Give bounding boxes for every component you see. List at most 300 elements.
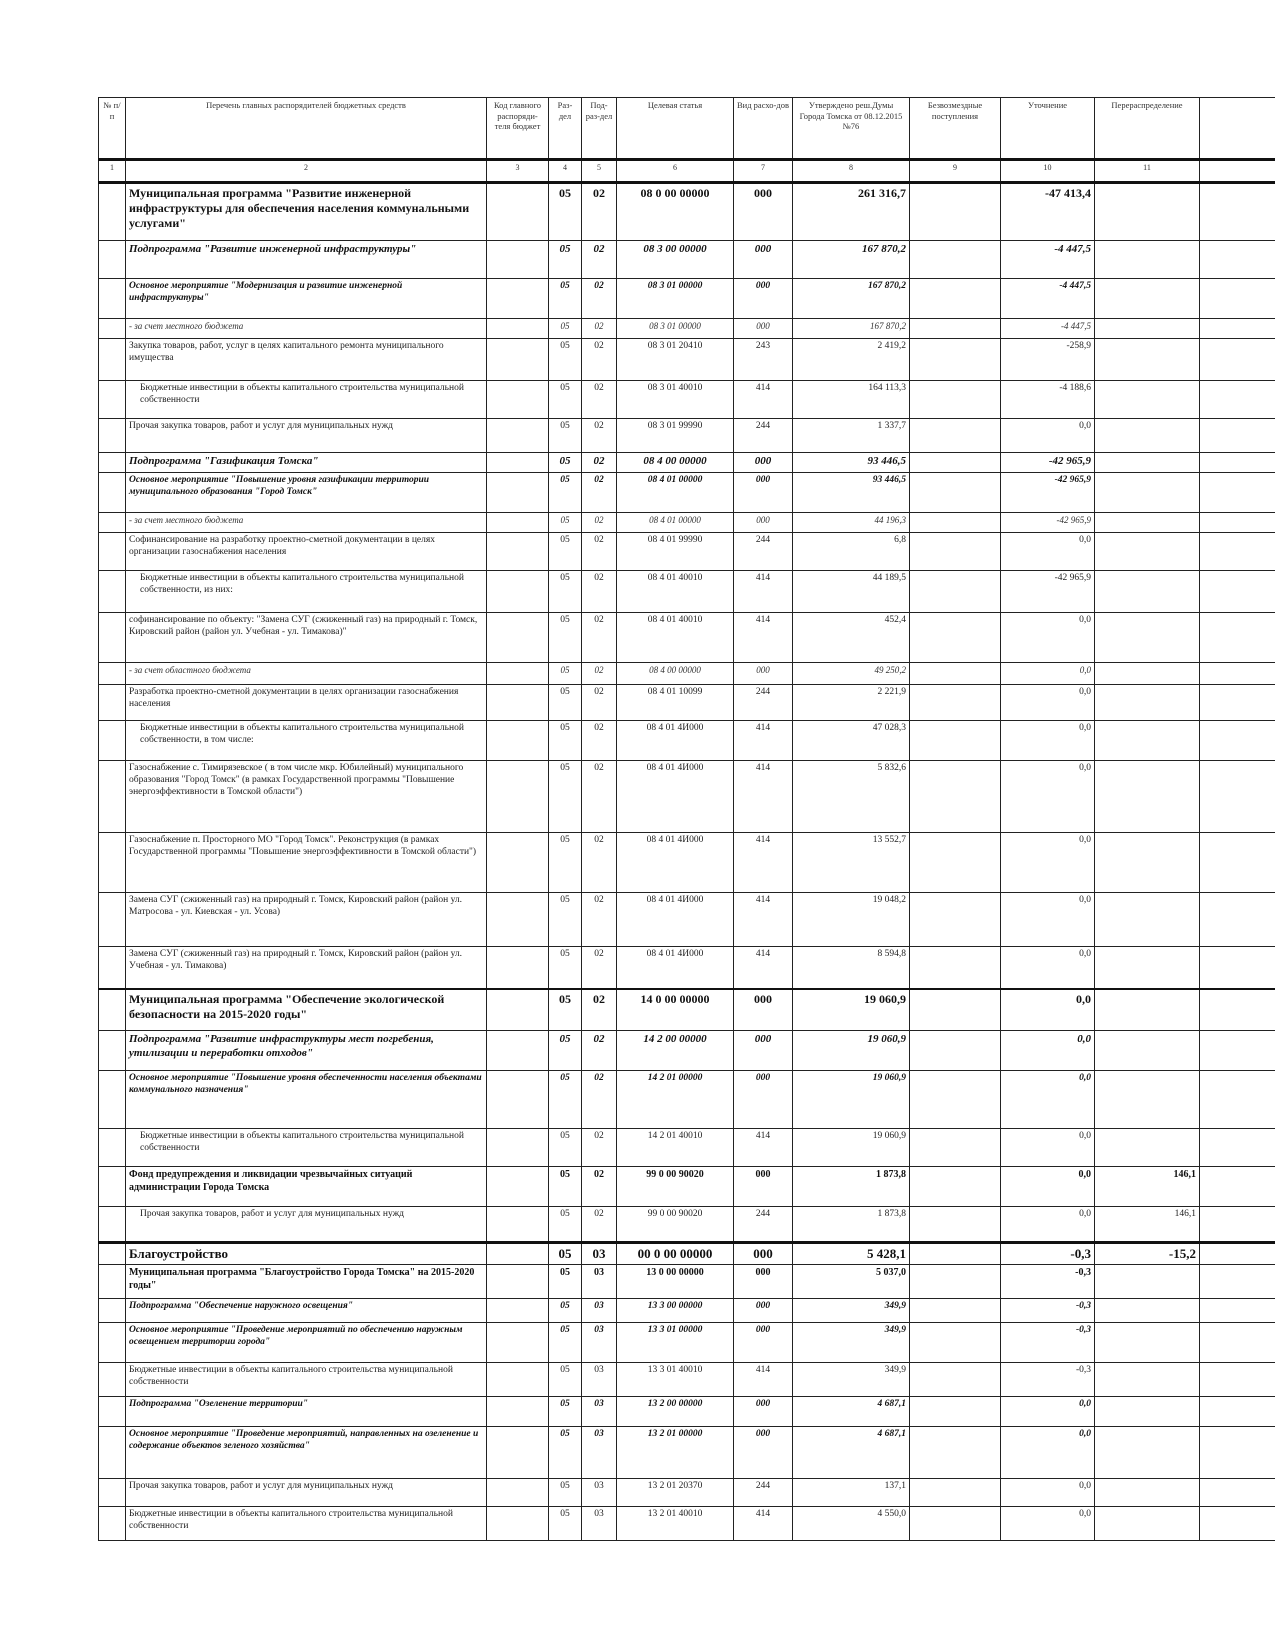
cell-extra: [1200, 339, 1275, 381]
cell-bezvozm: [910, 1363, 1001, 1397]
cell-podrazdel: 03: [582, 1265, 617, 1299]
cell-approved: 261 316,7: [793, 183, 910, 241]
cell-code: [487, 381, 549, 419]
header-cell-utoch: Уточнение: [1001, 98, 1095, 160]
cell-razdel: 05: [549, 1243, 582, 1265]
cell-bezvozm: [910, 279, 1001, 319]
cell-razdel: 05: [549, 685, 582, 721]
cell-name: Софинансирование на разработку проектно-сметной документации в целях организации газоснабжения населения: [126, 533, 487, 571]
cell-extra: [1200, 183, 1275, 241]
cell-code: [487, 1427, 549, 1479]
cell-utoch: -0,3: [1001, 1243, 1095, 1265]
cell-vr: 414: [734, 1507, 793, 1541]
cell-code: [487, 571, 549, 613]
cell-pere: [1095, 241, 1200, 279]
table-row: [99, 761, 1275, 833]
table-row: [99, 1167, 1275, 1207]
cell-approved: 452,4: [793, 613, 910, 663]
cell-utoch: 0,0: [1001, 663, 1095, 685]
cell-pere: [1095, 473, 1200, 513]
cell-podrazdel: 03: [582, 1299, 617, 1323]
cell-razdel: 05: [549, 339, 582, 381]
table-row: [99, 241, 1275, 279]
cell-utoch: 0,0: [1001, 1129, 1095, 1167]
cell-vr: 000: [734, 1323, 793, 1363]
table-row: [99, 833, 1275, 893]
cell-name: Бюджетные инвестиции в объекты капитального строительства муниципальной собственности: [126, 1507, 487, 1541]
cell-podrazdel: 02: [582, 453, 617, 473]
cell-approved: 93 446,5: [793, 453, 910, 473]
cell-razdel: 05: [549, 571, 582, 613]
cell-utoch: -42 965,9: [1001, 571, 1095, 613]
cell-razdel: 05: [549, 1167, 582, 1207]
cell-name: Муниципальная программа "Обеспечение экологической безопасности на 2015-2020 годы": [126, 989, 487, 1031]
cell-vr: 000: [734, 1071, 793, 1129]
cell-razdel: 05: [549, 1397, 582, 1427]
cell-cs: 08 4 01 4И000: [617, 761, 734, 833]
table-row: [99, 1479, 1275, 1507]
cell-vr: 244: [734, 1479, 793, 1507]
header-row: [99, 98, 1275, 160]
table-row: [99, 571, 1275, 613]
table-row: [99, 1397, 1275, 1427]
cell-pere: [1095, 947, 1200, 989]
cell-bezvozm: [910, 1507, 1001, 1541]
header-cell-num: № п/п: [99, 98, 126, 160]
cell-extra: [1200, 1265, 1275, 1299]
table-row: [99, 1207, 1275, 1243]
cell-name: Основное мероприятие "Повышение уровня газификации территории муниципального образования "Город Томск": [126, 473, 487, 513]
cell-code: [487, 1265, 549, 1299]
cell-razdel: 05: [549, 721, 582, 761]
cell-cs: 08 0 00 00000: [617, 183, 734, 241]
cell-vr: 414: [734, 381, 793, 419]
cell-vr: 000: [734, 473, 793, 513]
cell-name: Основное мероприятие "Повышение уровня обеспеченности населения объектами коммунального назначения": [126, 1071, 487, 1129]
cell-name: Прочая закупка товаров, работ и услуг для муниципальных нужд: [126, 419, 487, 453]
cell-vr: 000: [734, 1031, 793, 1071]
cell-code: [487, 183, 549, 241]
cell-podrazdel: 03: [582, 1243, 617, 1265]
table-row: [99, 1243, 1275, 1265]
cell-utoch: -4 447,5: [1001, 319, 1095, 339]
col-number: 10: [1001, 160, 1095, 183]
cell-razdel: 05: [549, 1479, 582, 1507]
cell-cs: 08 3 00 00000: [617, 241, 734, 279]
cell-extra: [1200, 419, 1275, 453]
cell-vr: 000: [734, 183, 793, 241]
table-row: [99, 947, 1275, 989]
cell-approved: 19 060,9: [793, 1071, 910, 1129]
cell-vr: 000: [734, 1265, 793, 1299]
cell-cs: 08 4 01 99990: [617, 533, 734, 571]
cell-cs: 14 0 00 00000: [617, 989, 734, 1031]
cell-podrazdel: 02: [582, 721, 617, 761]
cell-razdel: 05: [549, 183, 582, 241]
cell-extra: [1200, 1323, 1275, 1363]
cell-podrazdel: 02: [582, 893, 617, 947]
cell-utoch: 0,0: [1001, 721, 1095, 761]
cell-cs: 13 2 01 40010: [617, 1507, 734, 1541]
cell-pere: [1095, 533, 1200, 571]
cell-bezvozm: [910, 381, 1001, 419]
cell-vr: 000: [734, 513, 793, 533]
cell-name: Прочая закупка товаров, работ и услуг для муниципальных нужд: [126, 1207, 487, 1243]
cell-extra: [1200, 1167, 1275, 1207]
cell-name: Основное мероприятие "Проведение мероприятий, направленных на озеленение и содержание объектов зеленого хозяйства": [126, 1427, 487, 1479]
cell-vr: 000: [734, 453, 793, 473]
table-row: [99, 319, 1275, 339]
cell-utoch: 0,0: [1001, 1031, 1095, 1071]
cell-cs: 08 3 01 40010: [617, 381, 734, 419]
cell-extra: [1200, 989, 1275, 1031]
cell-podrazdel: 03: [582, 1479, 617, 1507]
cell-razdel: 05: [549, 1207, 582, 1243]
cell-cs: 13 3 01 40010: [617, 1363, 734, 1397]
cell-name: Подпрограмма "Развитие инфраструктуры мест погребения, утилизации и переработки отходов": [126, 1031, 487, 1071]
cell-extra: [1200, 721, 1275, 761]
cell-code: [487, 721, 549, 761]
cell-utoch: -4 447,5: [1001, 241, 1095, 279]
cell-code: [487, 1323, 549, 1363]
cell-pere: [1095, 279, 1200, 319]
cell-approved: 19 048,2: [793, 893, 910, 947]
table-row: [99, 1363, 1275, 1397]
cell-blank: [99, 663, 126, 685]
cell-cs: 13 2 00 00000: [617, 1397, 734, 1427]
cell-bezvozm: [910, 533, 1001, 571]
cell-utoch: -47 413,4: [1001, 183, 1095, 241]
cell-cs: 08 4 01 4И000: [617, 833, 734, 893]
cell-razdel: 05: [549, 1299, 582, 1323]
cell-code: [487, 1129, 549, 1167]
cell-pere: [1095, 1299, 1200, 1323]
cell-extra: [1200, 279, 1275, 319]
cell-name: Газоснабжение п. Просторного МО "Город Томск". Реконструкция (в рамках Государственной программы "Повышение энергоэффективности в Томской области"): [126, 833, 487, 893]
cell-approved: 164 113,3: [793, 381, 910, 419]
cell-razdel: 05: [549, 613, 582, 663]
cell-blank: [99, 947, 126, 989]
cell-podrazdel: 02: [582, 381, 617, 419]
cell-blank: [99, 1507, 126, 1541]
cell-podrazdel: 03: [582, 1397, 617, 1427]
table-row: [99, 339, 1275, 381]
cell-vr: 000: [734, 663, 793, 685]
cell-code: [487, 685, 549, 721]
cell-podrazdel: 02: [582, 1207, 617, 1243]
cell-extra: [1200, 1363, 1275, 1397]
cell-utoch: 0,0: [1001, 1397, 1095, 1427]
cell-code: [487, 513, 549, 533]
col-number: 9: [910, 160, 1001, 183]
budget-table: [98, 97, 1275, 1541]
cell-blank: [99, 1167, 126, 1207]
cell-bezvozm: [910, 685, 1001, 721]
cell-name: Муниципальная программа "Развитие инженерной инфраструктуры для обеспечения населения коммунальными услугами": [126, 183, 487, 241]
cell-podrazdel: 02: [582, 279, 617, 319]
cell-pere: [1095, 1507, 1200, 1541]
cell-bezvozm: [910, 183, 1001, 241]
cell-bezvozm: [910, 571, 1001, 613]
cell-razdel: 05: [549, 453, 582, 473]
cell-podrazdel: 03: [582, 1427, 617, 1479]
cell-razdel: 05: [549, 533, 582, 571]
cell-podrazdel: 02: [582, 663, 617, 685]
header-cell-razdel: Раз-дел: [549, 98, 582, 160]
table-row: [99, 473, 1275, 513]
cell-name: Бюджетные инвестиции в объекты капитального строительства муниципальной собственности, из них:: [126, 571, 487, 613]
cell-name: Разработка проектно-сметной документации в целях организации газоснабжения населения: [126, 685, 487, 721]
cell-name: Газоснабжение с. Тимирязевское ( в том числе мкр. Юбилейный) муниципального образования "Город Томск" (в рамках Государственной программы "Повышение энергоэффективности в Томской области"): [126, 761, 487, 833]
cell-extra: [1200, 761, 1275, 833]
cell-name: Замена СУГ (сжиженный газ) на природный г. Томск, Кировский район (район ул. Матросова - ул. Киевская - ул. Усова): [126, 893, 487, 947]
cell-approved: 5 428,1: [793, 1243, 910, 1265]
cell-bezvozm: [910, 1129, 1001, 1167]
cell-bezvozm: [910, 893, 1001, 947]
cell-approved: 19 060,9: [793, 989, 910, 1031]
cell-code: [487, 1479, 549, 1507]
header-cell-code: Код главного распоряди-теля бюджет: [487, 98, 549, 160]
cell-blank: [99, 613, 126, 663]
cell-code: [487, 761, 549, 833]
cell-approved: 19 060,9: [793, 1129, 910, 1167]
cell-utoch: -258,9: [1001, 339, 1095, 381]
cell-podrazdel: 02: [582, 685, 617, 721]
table-row: [99, 381, 1275, 419]
cell-utoch: 0,0: [1001, 1207, 1095, 1243]
cell-name: Бюджетные инвестиции в объекты капитального строительства муниципальной собственности: [126, 1129, 487, 1167]
cell-blank: [99, 1243, 126, 1265]
cell-approved: 4 687,1: [793, 1427, 910, 1479]
cell-name: Закупка товаров, работ, услуг в целях капитального ремонта муниципального имущества: [126, 339, 487, 381]
cell-approved: 13 552,7: [793, 833, 910, 893]
col-number: 6: [617, 160, 734, 183]
cell-utoch: 0,0: [1001, 833, 1095, 893]
table-row: [99, 1299, 1275, 1323]
cell-razdel: 05: [549, 1129, 582, 1167]
cell-cs: 08 4 00 00000: [617, 453, 734, 473]
cell-pere: [1095, 1323, 1200, 1363]
cell-cs: 08 4 01 40010: [617, 613, 734, 663]
cell-extra: [1200, 685, 1275, 721]
cell-utoch: -42 965,9: [1001, 453, 1095, 473]
cell-code: [487, 893, 549, 947]
cell-extra: [1200, 571, 1275, 613]
cell-podrazdel: 02: [582, 947, 617, 989]
cell-bezvozm: [910, 1427, 1001, 1479]
cell-code: [487, 989, 549, 1031]
cell-blank: [99, 1129, 126, 1167]
header-cell-extra: [1200, 98, 1275, 160]
cell-extra: [1200, 513, 1275, 533]
cell-bezvozm: [910, 1243, 1001, 1265]
table-row: [99, 1507, 1275, 1541]
cell-blank: [99, 279, 126, 319]
header-cell-approved: Утверждено реш.Думы Города Томска от 08.12.2015 №76: [793, 98, 910, 160]
table-row: [99, 721, 1275, 761]
cell-blank: [99, 339, 126, 381]
cell-razdel: 05: [549, 893, 582, 947]
cell-extra: [1200, 533, 1275, 571]
cell-extra: [1200, 613, 1275, 663]
cell-cs: 13 2 01 00000: [617, 1427, 734, 1479]
cell-extra: [1200, 1031, 1275, 1071]
cell-blank: [99, 1031, 126, 1071]
col-number: 2: [126, 160, 487, 183]
cell-bezvozm: [910, 833, 1001, 893]
cell-approved: 349,9: [793, 1323, 910, 1363]
cell-name: Основное мероприятие "Модернизация и развитие инженерной инфраструктуры": [126, 279, 487, 319]
cell-vr: 000: [734, 1299, 793, 1323]
header-cell-name: Перечень главных распорядителей бюджетных средств: [126, 98, 487, 160]
table-row: [99, 533, 1275, 571]
cell-razdel: 05: [549, 319, 582, 339]
cell-utoch: 0,0: [1001, 761, 1095, 833]
cell-bezvozm: [910, 1071, 1001, 1129]
cell-pere: [1095, 613, 1200, 663]
cell-code: [487, 1031, 549, 1071]
cell-name: Благоустройство: [126, 1243, 487, 1265]
cell-bezvozm: [910, 1207, 1001, 1243]
cell-bezvozm: [910, 989, 1001, 1031]
cell-vr: 414: [734, 721, 793, 761]
cell-vr: 244: [734, 419, 793, 453]
table-row: [99, 1427, 1275, 1479]
cell-vr: 414: [734, 1129, 793, 1167]
cell-pere: [1095, 663, 1200, 685]
col-number: 3: [487, 160, 549, 183]
table-row: [99, 1031, 1275, 1071]
cell-bezvozm: [910, 1299, 1001, 1323]
cell-code: [487, 533, 549, 571]
cell-pere: [1095, 989, 1200, 1031]
cell-cs: 08 4 01 10099: [617, 685, 734, 721]
cell-code: [487, 1507, 549, 1541]
cell-razdel: 05: [549, 241, 582, 279]
cell-razdel: 05: [549, 381, 582, 419]
cell-extra: [1200, 663, 1275, 685]
table-row: [99, 893, 1275, 947]
cell-bezvozm: [910, 1323, 1001, 1363]
cell-approved: 93 446,5: [793, 473, 910, 513]
cell-cs: 08 4 01 40010: [617, 571, 734, 613]
cell-blank: [99, 453, 126, 473]
cell-code: [487, 1397, 549, 1427]
cell-blank: [99, 1427, 126, 1479]
cell-vr: 414: [734, 761, 793, 833]
cell-pere: [1095, 339, 1200, 381]
cell-extra: [1200, 1071, 1275, 1129]
cell-name: - за счет местного бюджета: [126, 513, 487, 533]
cell-blank: [99, 1071, 126, 1129]
cell-podrazdel: 02: [582, 1167, 617, 1207]
table-row: [99, 183, 1275, 241]
cell-cs: 13 3 00 00000: [617, 1299, 734, 1323]
cell-utoch: 0,0: [1001, 1507, 1095, 1541]
cell-extra: [1200, 473, 1275, 513]
cell-pere: [1095, 893, 1200, 947]
cell-blank: [99, 419, 126, 453]
cell-vr: 243: [734, 339, 793, 381]
cell-pere: [1095, 685, 1200, 721]
cell-razdel: 05: [549, 1427, 582, 1479]
cell-approved: 1 337,7: [793, 419, 910, 453]
cell-code: [487, 319, 549, 339]
cell-utoch: 0,0: [1001, 1427, 1095, 1479]
cell-utoch: 0,0: [1001, 533, 1095, 571]
cell-razdel: 05: [549, 989, 582, 1031]
cell-pere: [1095, 1129, 1200, 1167]
cell-name: Подпрограмма "Обеспечение наружного освещения": [126, 1299, 487, 1323]
cell-bezvozm: [910, 453, 1001, 473]
cell-cs: 08 4 01 00000: [617, 513, 734, 533]
cell-name: Замена СУГ (сжиженный газ) на природный г. Томск, Кировский район (район ул. Учебная - ул. Тимакова): [126, 947, 487, 989]
cell-extra: [1200, 1243, 1275, 1265]
cell-blank: [99, 241, 126, 279]
cell-blank: [99, 381, 126, 419]
cell-bezvozm: [910, 721, 1001, 761]
cell-code: [487, 947, 549, 989]
cell-podrazdel: 02: [582, 761, 617, 833]
cell-pere: [1095, 319, 1200, 339]
cell-pere: [1095, 721, 1200, 761]
cell-utoch: -4 447,5: [1001, 279, 1095, 319]
cell-vr: 244: [734, 533, 793, 571]
cell-blank: [99, 513, 126, 533]
cell-name: Фонд предупреждения и ликвидации чрезвычайных ситуаций администрации Города Томска: [126, 1167, 487, 1207]
cell-vr: 414: [734, 893, 793, 947]
cell-vr: 000: [734, 319, 793, 339]
cell-blank: [99, 1363, 126, 1397]
cell-approved: 167 870,2: [793, 241, 910, 279]
cell-code: [487, 279, 549, 319]
cell-name: Бюджетные инвестиции в объекты капитального строительства муниципальной собственности, в том числе:: [126, 721, 487, 761]
cell-approved: 19 060,9: [793, 1031, 910, 1071]
cell-utoch: 0,0: [1001, 1071, 1095, 1129]
cell-extra: [1200, 893, 1275, 947]
cell-vr: 000: [734, 1243, 793, 1265]
cell-razdel: 05: [549, 279, 582, 319]
cell-bezvozm: [910, 1031, 1001, 1071]
cell-pere: 146,1: [1095, 1167, 1200, 1207]
cell-bezvozm: [910, 1167, 1001, 1207]
cell-podrazdel: 02: [582, 339, 617, 381]
cell-cs: 08 4 01 4И000: [617, 947, 734, 989]
cell-approved: 4 550,0: [793, 1507, 910, 1541]
cell-blank: [99, 571, 126, 613]
cell-razdel: 05: [549, 761, 582, 833]
cell-approved: 1 873,8: [793, 1167, 910, 1207]
header-cell-bezvozm: Безвозмездные поступления: [910, 98, 1001, 160]
cell-utoch: 0,0: [1001, 893, 1095, 947]
cell-code: [487, 1363, 549, 1397]
cell-code: [487, 833, 549, 893]
cell-vr: 244: [734, 1207, 793, 1243]
cell-approved: 1 873,8: [793, 1207, 910, 1243]
cell-vr: 414: [734, 1363, 793, 1397]
table-row: [99, 419, 1275, 453]
cell-utoch: 0,0: [1001, 989, 1095, 1031]
cell-pere: [1095, 1071, 1200, 1129]
cell-razdel: 05: [549, 513, 582, 533]
cell-pere: [1095, 571, 1200, 613]
col-number: 1: [99, 160, 126, 183]
cell-bezvozm: [910, 761, 1001, 833]
cell-razdel: 05: [549, 1507, 582, 1541]
cell-bezvozm: [910, 241, 1001, 279]
cell-name: Бюджетные инвестиции в объекты капитального строительства муниципальной собственности: [126, 1363, 487, 1397]
cell-cs: 08 3 01 00000: [617, 319, 734, 339]
